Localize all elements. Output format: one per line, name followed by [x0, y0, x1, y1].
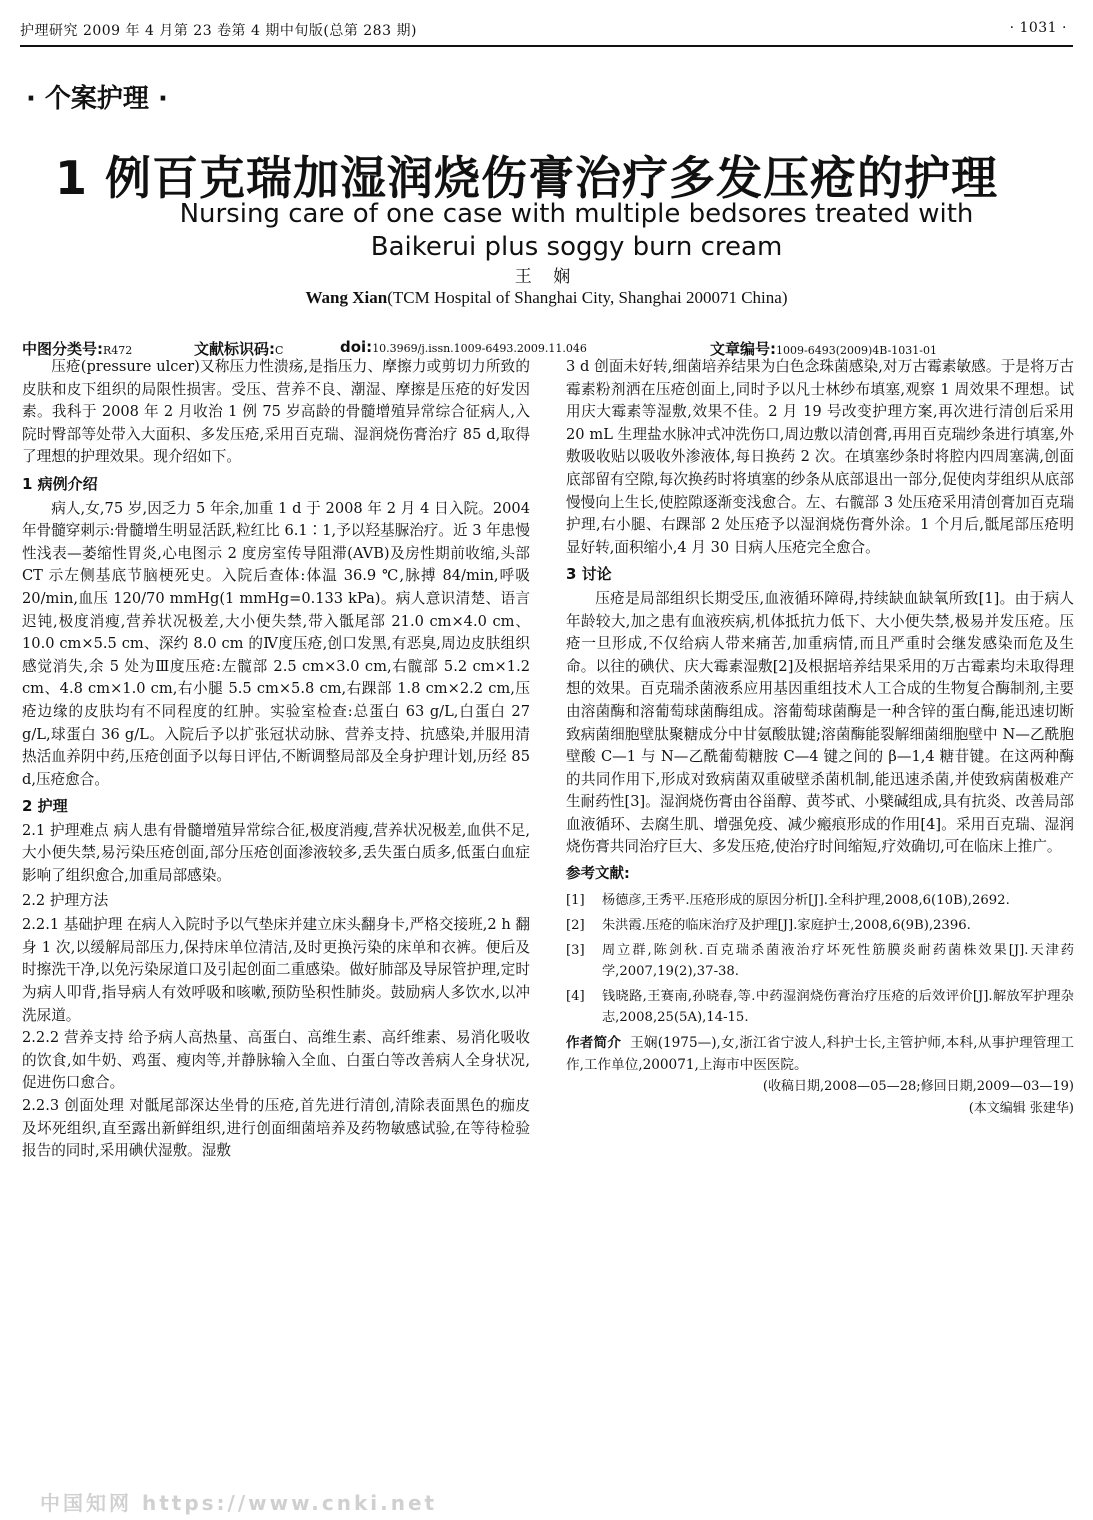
author-name-zh: 王 娴	[514, 267, 579, 287]
author-bio	[566, 1032, 1074, 1076]
discussion-paragraph: 压疮是局部组织长期受压,血液循环障碍,持续缺血缺氧所致[1]。由于病人年龄较大,加之患有血液疾病,机体抵抗力低下、大小便失禁,极易并发压疮。压疮一旦形成,不仅给病人带来痛苦,加重病情,而且严重时会继发感染而危及生命。以往的碘伏、庆大霉素湿敷[2]及根据培养结果采用的万古霉素均未取得理想的效果。百克瑞杀菌液系应用基因重组技术人工合成的生物复合酶制剂,主要由溶菌酶和溶葡萄球菌酶组成。溶葡萄球菌酶是一种含锌的蛋白酶,能迅速切断致病菌细胞壁肽聚糖成分中甘氨酸肽键;溶菌酶能裂解细菌细胞壁中 N—乙酰胞壁酸 C—1 与 N—乙酰葡萄糖胺 C—4 键之间的 β—1,4 糖苷键。在这两种酶的共同作用下,形成对致病菌双重破壁杀菌机制,能迅速杀菌,并使致病菌极难产生耐药性[3]。湿润烧伤膏由谷甾醇、黄芩甙、小檗碱组成,具有抗炎、改善局部血液循环、去腐生肌、增强免疫、减少瘢痕形成的作用[4]。采用百克瑞、湿润烧伤膏共同治疗巨大、多发压疮,使治疗时间缩短,疗效确切,可在临床上推广。	[566, 589, 1074, 856]
section-3-heading: 3 讨论	[566, 565, 612, 584]
author-bio-label: 作者简介	[566, 1034, 622, 1051]
reference-item: [3] 周立群,陈剑秋.百克瑞杀菌液治疗坏死性筋膜炎耐药菌株效果[J].天津药学,2007,19(2),37-38.	[566, 942, 1074, 979]
section-2-1-paragraph: 2.1 护理难点 病人患有骨髓增殖异常综合征,极度消瘦,营养状况极差,血供不足,大小便失禁,易污染压疮创面,部分压疮创面渗液较多,丢失蛋白质多,低蛋白血症影响了组织愈合,加重局部感染。	[22, 821, 530, 885]
running-head	[20, 20, 1073, 44]
article-number: 文章编号:1009-6493(2009)4B-1031-01	[710, 340, 937, 358]
left-column	[22, 356, 530, 1498]
section-2-heading: 2 护理	[22, 797, 68, 816]
section-2-2-1-paragraph: 2.2.1 基础护理 在病人入院时予以气垫床并建立床头翻身卡,严格交接班,2 h 翻身 1 次,以缓解局部压力,保持床单位清洁,及时更换污染的床单和衣裤。便后及时擦洗干净,以免污染尿道口及引起创面二重感染。做好肺部及导尿管护理,定时为病人叩背,指导病人有效呼吸和咳嗽,预防坠积性肺炎。鼓励病人多饮水,以冲洗尿道。	[22, 916, 530, 1024]
editor-credit: (本文编辑 张建华)	[968, 1100, 1074, 1116]
affiliation-en: (TCM Hospital of Shanghai City, Shanghai 200071 China)	[387, 288, 788, 307]
journal-issue-info: 护理研究 2009 年 4 月第 23 卷第 4 期中旬版(总第 283 期)	[20, 23, 417, 39]
doi: doi:10.3969/j.issn.1009-6493.2009.11.046	[340, 338, 587, 356]
article-title-zh: 1 例百克瑞加湿润烧伤膏治疗多发压疮的护理	[55, 151, 999, 205]
cnki-watermark: 中国知网 https://www.cnki.net	[40, 1491, 438, 1515]
section-2-2-heading: 2.2 护理方法	[22, 891, 109, 909]
author-name-en: Wang Xian	[305, 288, 388, 307]
author-bio-text: 王娴(1975—),女,浙江省宁波人,科护士长,主管护师,本科,从事护理管理工作,工作单位,200071,上海市中医医院。	[566, 1034, 1074, 1073]
references-heading: 参考文献:	[566, 866, 630, 883]
article-title-en: Nursing care of one case with multiple bedsores treated with Baikerui plus soggy burn cream	[179, 199, 974, 262]
section-2-2-2-paragraph: 2.2.2 营养支持 给予病人高热量、高蛋白、高维生素、高纤维素、易消化吸收的饮食,如牛奶、鸡蛋、瘦肉等,并静脉输入全血、白蛋白等改善病人全身状况,促进伤口愈合。	[22, 1029, 530, 1092]
page-number: · 1031 ·	[1009, 20, 1067, 36]
document-code: 文献标识码:C	[194, 340, 284, 358]
section-2-2-3-paragraph: 2.2.3 创面处理 对骶尾部深达坐骨的压疮,首先进行清创,清除表面黑色的痂皮及坏死组织,直至露出新鲜组织,进行创面细菌培养及药物敏感试验,在等待检验报告的同时,采用碘伏湿敷。湿敷	[22, 1097, 530, 1160]
clc-number: 中图分类号:R472	[22, 340, 133, 358]
reference-item: [2] 朱洪霞.压疮的临床治疗及护理[J].家庭护士,2008,6(9B),2396.	[566, 917, 971, 933]
continued-paragraph: 3 d 创面未好转,细菌培养结果为白色念珠菌感染,对万古霉素敏感。于是将万古霉素粉剂洒在压疮创面上,同时予以凡士林纱布填塞,观察 1 周效果不理想。试用庆大霉素等湿敷,效果不佳。2 月 19 号改变护理方案,再次进行清创后采用 20 mL 生理盐水脉冲式冲洗伤口,周边敷以清创膏,再用百克瑞纱条进行填塞,外敷吸收贴以吸收外渗液体,每日换药 2 次。在填塞纱条时将腔内四周塞满,创面底部留有空隙,每次换药时将填塞的纱条从底部退出一部分,促使肉芽组织从底部慢慢向上生长,使腔隙逐渐变浅愈合。左、右髋部 3 处压疮采用清创膏加百克瑞护理,右小腿、右踝部 2 处压疮予以湿润烧伤膏外涂。1 个月后,骶尾部压疮明显好转,面积缩小,4 月 30 日病人压疮完全愈合。	[566, 358, 1074, 556]
author-affiliation-en	[0, 288, 1093, 308]
header-rule	[20, 45, 1073, 47]
reference-item: [4] 钱晓路,王赛南,孙晓春,等.中药湿润烧伤膏治疗压疮的后效评价[J].解放军护理杂志,2008,25(5A),14-15.	[566, 988, 1074, 1025]
right-column	[566, 356, 1074, 1498]
reference-item: [1] 杨德彦,王秀平.压疮形成的原因分析[J].全科护理,2008,6(10B),2692.	[566, 892, 1010, 908]
section-tag: · 个案护理 ·	[26, 84, 168, 114]
section-1-heading: 1 病例介绍	[22, 474, 98, 493]
intro-paragraph: 压疮(pressure ulcer)又称压力性溃疡,是指压力、摩擦力或剪切力所致的皮肤和皮下组织的局限性损害。受压、营养不良、潮湿、摩擦是压疮的好发因素。我科于 2008 年 2 月收治 1 例 75 岁高龄的骨髓增殖异常综合征病人,入院时臀部等处带入大面积、多发压疮,采用百克瑞、湿润烧伤膏治疗 85 d,取得了理想的护理效果。现介绍如下。	[22, 358, 530, 466]
case-paragraph: 病人,女,75 岁,因乏力 5 年余,加重 1 d 于 2008 年 2 月 4 日入院。2004 年骨髓穿刺示:骨髓增生明显活跃,粒红比 6.1∶1,予以羟基脲治疗。近 3 年患慢性浅表—萎缩性胃炎,心电图示 2 度房室传导阻滞(AVB)及房性期前收缩,头部 CT 示左侧基底节脑梗死史。入院后查体:体温 36.9 ℃,脉搏 84/min,呼吸 20/min,血压 120/70 mmHg(1 mmHg=0.133 kPa)。病人意识清楚、语言迟钝,极度消瘦,营养状况极差,大小便失禁,带入骶尾部 21.0 cm×4.0 cm、10.0 cm×5.5 cm、深约 8.0 cm 的Ⅳ度压疮,创口发黑,有恶臭,周边皮肤组织感觉消失,余 5 处为Ⅲ度压疮:左髋部 2.5 cm×3.0 cm,右髋部 5.2 cm×1.2 cm、4.8 cm×1.0 cm,右小腿 5.5 cm×5.8 cm,右踝部 1.8 cm×2.2 cm,压疮边缘的皮肤均有不同程度的红肿。实验室检查:总蛋白 63 g/L,白蛋白 27 g/L,球蛋白 36 g/L。入院后予以扩张冠状动脉、营养支持、抗感染,并服用清热活血养阴中药,压疮创面予以每日评估,不断调整局部及全身护理计划,历经 85 d,压疮愈合。	[22, 499, 530, 788]
received-revised-dates: (收稿日期,2008—05—28;修回日期,2009—03—19)	[762, 1078, 1074, 1094]
